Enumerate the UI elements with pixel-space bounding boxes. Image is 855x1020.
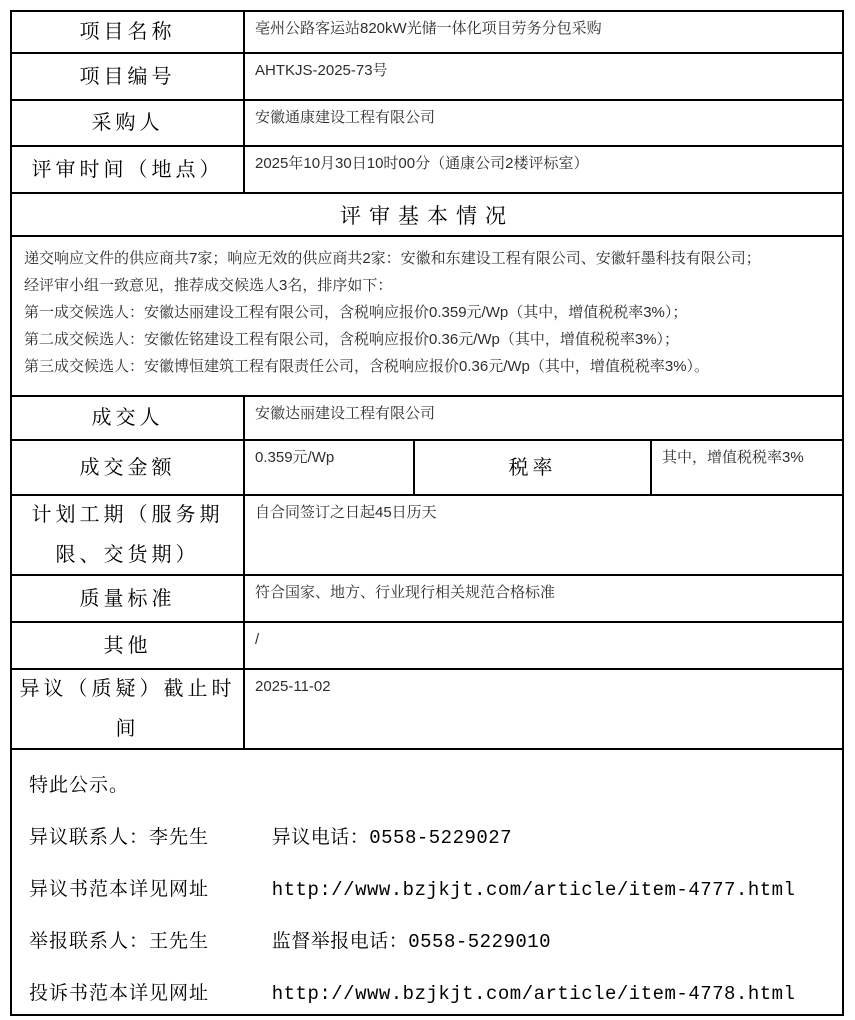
row-other bbox=[12, 623, 842, 670]
review-time-value: 2025年10月30日10时00分（通康公司2楼评标室） bbox=[255, 155, 589, 172]
review-line-candidate-2: 第二成交候选人：安徽佐铭建设工程有限公司，含税响应报价0.36元/Wp（其中，增值税税率3%）； bbox=[24, 331, 680, 348]
row-objection-deadline bbox=[12, 670, 842, 750]
review-line-candidate-1: 第一成交候选人：安徽达丽建设工程有限公司，含税响应报价0.359元/Wp（其中，增值税税率3%）； bbox=[24, 304, 688, 321]
row-review-time bbox=[12, 147, 842, 194]
objection-contact-line bbox=[29, 824, 828, 852]
project-name-value: 亳州公路客运站820kW光储一体化项目劳务分包采购 bbox=[255, 20, 602, 37]
objection-template-url: http://www.bzjkjt.com/article/item-4777.html bbox=[271, 879, 796, 901]
report-phone: 监督举报电话：0558-5229010 bbox=[271, 931, 552, 953]
section-header-review-basics: 评审基本情况 bbox=[340, 203, 514, 228]
review-line-candidate-3: 第三成交候选人：安徽博恒建筑工程有限责任公司，含税响应报价0.36元/Wp（其中，增值税税率3%）。 bbox=[24, 358, 710, 375]
row-footer bbox=[12, 750, 842, 1014]
report-contact-line bbox=[29, 928, 828, 956]
row-planned-duration bbox=[12, 496, 842, 576]
other-value: / bbox=[255, 631, 260, 648]
project-number-label: 项目编号 bbox=[12, 54, 245, 99]
purchaser-label: 采购人 bbox=[12, 101, 245, 145]
review-line-suppliers: 递交响应文件的供应商共7家；响应无效的供应商共2家：安徽和东建设工程有限公司、安徽轩墨科技有限公司； bbox=[24, 250, 761, 267]
review-time-label: 评审时间（地点） bbox=[12, 147, 245, 192]
planned-duration-label: 计划工期（服务期限、交货期） bbox=[12, 496, 245, 574]
complaint-template-line bbox=[29, 980, 828, 1008]
other-label: 其他 bbox=[12, 623, 245, 668]
objection-template-label: 异议书范本详见网址 bbox=[29, 879, 210, 900]
project-number-value: AHTKJS-2025-73号 bbox=[255, 62, 388, 79]
row-project-number bbox=[12, 54, 842, 101]
complaint-template-url: http://www.bzjkjt.com/article/item-4778.html bbox=[271, 983, 796, 1005]
footer-contact-block bbox=[12, 750, 842, 1014]
report-contact-name: 举报联系人：王先生 bbox=[29, 931, 210, 952]
row-winner bbox=[12, 397, 842, 441]
review-summary-text bbox=[12, 237, 842, 395]
review-line-recommendation: 经评审小组一致意见，推荐成交候选人3名，排序如下： bbox=[24, 277, 393, 294]
purchaser-value: 安徽通康建设工程有限公司 bbox=[255, 109, 436, 126]
winner-value: 安徽达丽建设工程有限公司 bbox=[255, 405, 436, 422]
announcement-table bbox=[10, 10, 844, 1016]
row-section-header bbox=[12, 194, 842, 237]
tax-rate-label: 税率 bbox=[415, 441, 652, 494]
quality-standard-value: 符合国家、地方、行业现行相关规范合格标准 bbox=[255, 584, 556, 601]
deal-amount-value: 0.359元/Wp bbox=[245, 441, 415, 494]
quality-standard-label: 质量标准 bbox=[12, 576, 245, 621]
planned-duration-value: 自合同签订之日起45日历天 bbox=[255, 504, 437, 521]
row-deal-amount bbox=[12, 441, 842, 496]
row-review-summary bbox=[12, 237, 842, 397]
row-purchaser bbox=[12, 101, 842, 147]
row-quality-standard bbox=[12, 576, 842, 623]
public-notice-text: 特此公示。 bbox=[29, 775, 130, 796]
complaint-template-label: 投诉书范本详见网址 bbox=[29, 983, 210, 1004]
objection-phone: 异议电话：0558-5229027 bbox=[271, 827, 513, 849]
objection-contact-name: 异议联系人：李先生 bbox=[29, 827, 210, 848]
objection-deadline-label: 异议（质疑）截止时间 bbox=[12, 670, 245, 748]
project-name-label: 项目名称 bbox=[12, 12, 245, 52]
deal-amount-label: 成交金额 bbox=[12, 441, 245, 494]
objection-deadline-value: 2025-11-02 bbox=[255, 678, 331, 695]
winner-label: 成交人 bbox=[12, 397, 245, 439]
tax-rate-value: 其中，增值税税率3% bbox=[662, 449, 804, 466]
row-project-name bbox=[12, 12, 842, 54]
objection-template-line bbox=[29, 876, 828, 904]
